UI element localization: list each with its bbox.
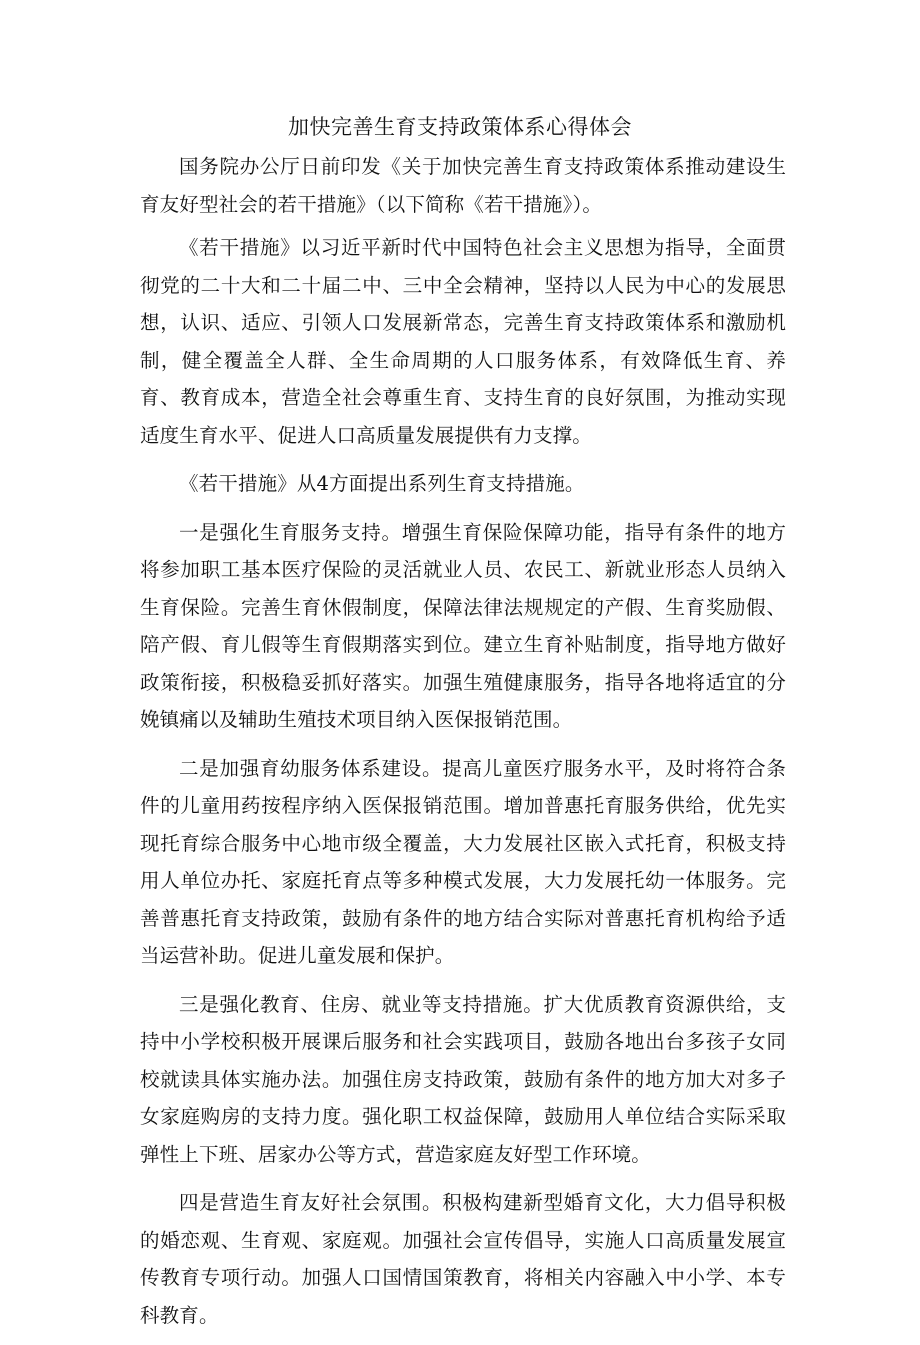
paragraph-measure-1: 一是强化生育服务支持。增强生育保险保障功能，指导有条件的地方将参加职工基本医疗保险的灵活就业人员、农民工、新就业形态人员纳入生育保险。完善生育休假制度，保障法律法规规定的产假、生育奖励假、陪产假、育儿假等生育假期落实到位。建立生育补贴制度，指导地方做好政策衔接，积极稳妥抓好落实。加强生殖健康服务，指导各地将适宜的分娩镇痛以及辅助生殖技术项目纳入医保报销范围。 <box>140 520 786 731</box>
paragraph-measure-3: 三是强化教育、住房、就业等支持措施。扩大优质教育资源供给，支持中小学校积极开展课后服务和社会实践项目，鼓励各地出台多孩子女同校就读具体实施办法。加强住房支持政策，鼓励有条件的地方加大对多子女家庭购房的支持力度。强化职工权益保障，鼓励用人单位结合实际采取弹性上下班、居家办公等方式，营造家庭友好型工作环境。 <box>140 992 786 1166</box>
document-body <box>140 148 786 1345</box>
document-title: 加快完善生育支持政策体系心得体会 <box>288 115 632 139</box>
paragraph-intro: 国务院办公厅日前印发《关于加快完善生育支持政策体系推动建设生育友好型社会的若干措施》（以下简称《若干措施》）。 <box>140 155 786 216</box>
paragraph-guiding-principle: 《若干措施》以习近平新时代中国特色社会主义思想为指导，全面贯彻党的二十大和二十届二中、三中全会精神，坚持以人民为中心的发展思想，认识、适应、引领人口发展新常态，完善生育支持政策体系和激励机制，健全覆盖全人群、全生命周期的人口服务体系，有效降低生育、养育、教育成本，营造全社会尊重生育、支持生育的良好氛围，为推动实现适度生育水平、促进人口高质量发展提供有力支撑。 <box>140 236 786 447</box>
paragraph-overview: 《若干措施》从4方面提出系列生育支持措施。 <box>179 472 585 495</box>
paragraph-measure-2: 二是加强育幼服务体系建设。提高儿童医疗服务水平，及时将符合条件的儿童用药按程序纳入医保报销范围。增加普惠托育服务供给，优先实现托育综合服务中心地市级全覆盖，大力发展社区嵌入式托育，积极支持用人单位办托、家庭托育点等多种模式发展，大力发展托幼一体服务。完善普惠托育支持政策，鼓励有条件的地方结合实际对普惠托育机构给予适当运营补助。促进儿童发展和保护。 <box>140 756 786 967</box>
paragraph-measure-4: 四是营造生育友好社会氛围。积极构建新型婚育文化，大力倡导积极的婚恋观、生育观、家庭观。加强社会宣传倡导，实施人口高质量发展宣传教育专项行动。加强人口国情国策教育，将相关内容融入中小学、本专科教育。 <box>140 1191 786 1327</box>
